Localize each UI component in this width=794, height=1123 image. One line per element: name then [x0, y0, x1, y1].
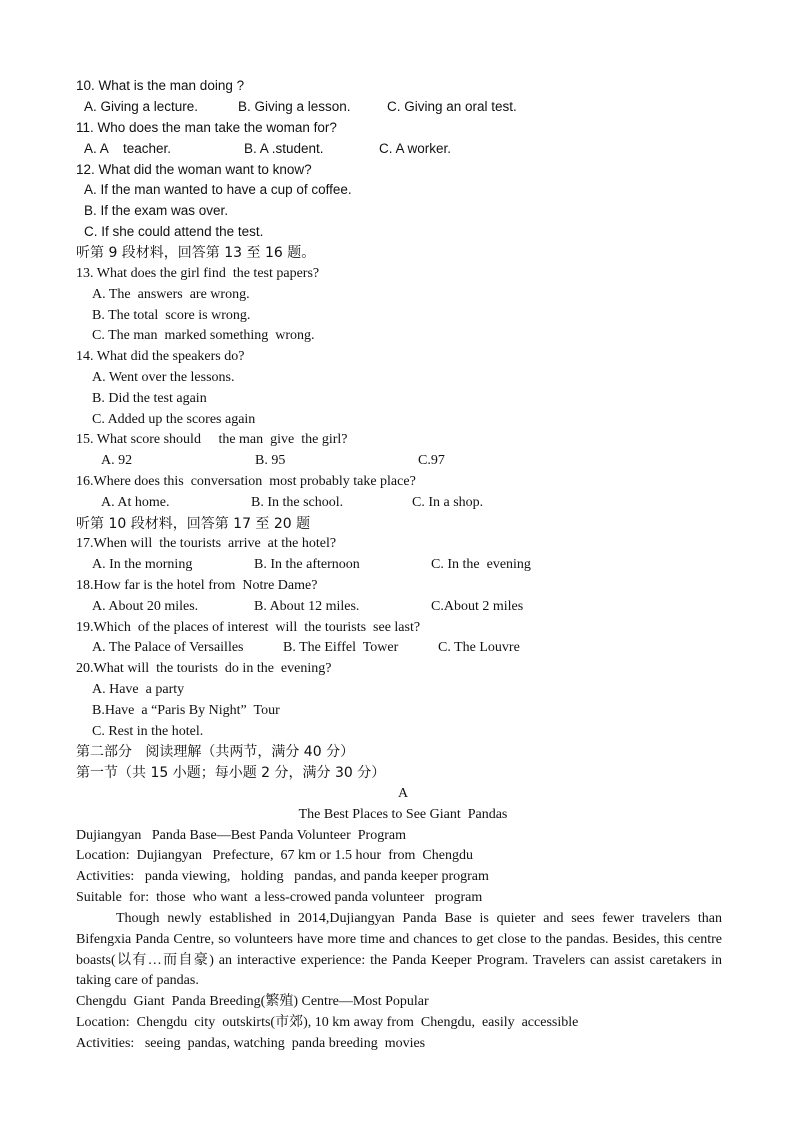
option-b: B. If the exam was over. — [84, 203, 229, 218]
question-20: 20.What will the tourists do in the evening? — [76, 661, 332, 676]
option-a: A. In the morning — [92, 557, 193, 572]
question-19: 19.Which of the places of interest will the tourists see last? — [76, 620, 421, 635]
option-c: C.About 2 miles — [431, 599, 524, 614]
option-a: A. The answers are wrong. — [92, 287, 250, 302]
option-c: C.97 — [418, 453, 445, 468]
option-a: A. Went over the lessons. — [92, 370, 235, 385]
option-b: B. In the school. — [251, 495, 344, 510]
option-b: B. A .student. — [244, 141, 324, 156]
option-b: B. About 12 miles. — [254, 599, 360, 614]
option-a: A. The Palace of Versailles — [92, 640, 244, 655]
options-11 — [0, 139, 794, 159]
option-a: A. If the man wanted to have a cup of coffee. — [84, 182, 352, 197]
base-2-heading: Chengdu Giant Panda Breeding(繁殖) Centre—Most Popular — [76, 994, 429, 1009]
question-10: 10. What is the man doing ? — [76, 78, 245, 93]
option-c: C. A worker. — [379, 141, 452, 156]
option-c: C. In a shop. — [412, 495, 484, 510]
option-c: C. Rest in the hotel. — [92, 724, 204, 739]
question-15: 15. What score should the man give the girl? — [76, 432, 348, 447]
option-c: C. The Louvre — [438, 640, 520, 655]
option-c: C. The man marked something wrong. — [92, 328, 315, 343]
question-17: 17.When will the tourists arrive at the hotel? — [76, 536, 337, 551]
options-17 — [0, 555, 794, 575]
base-1-location: Location: Dujiangyan Prefecture, 67 km or 1.5 hour from Chengdu — [76, 848, 473, 863]
base-2-location: Location: Chengdu city outskirts(市郊), 10 km away from Chengdu, easily accessible — [76, 1015, 579, 1030]
section-10-instruction: 听第 10 段材料，回答第 17 至 20 题 — [76, 516, 311, 532]
question-16: 16.Where does this conversation most probably take place? — [76, 474, 416, 489]
option-b: B. 95 — [255, 453, 286, 468]
option-a: A. Giving a lecture. — [84, 99, 199, 114]
base-1-paragraph: Though newly established in 2014,Dujiangyan Panda Base is quieter and sees fewer travelers than Bifengxia Panda Centre, so volunteers have more time and chances to get close to the pandas. Besides, this centre boasts(以有…而自豪) an interactive experience: the Panda Keeper Program. Travelers can assist caretakers in taking care of pandas. — [76, 911, 722, 989]
question-13: 13. What does the girl find the test papers? — [76, 266, 320, 281]
options-19 — [0, 638, 794, 658]
question-18: 18.How far is the hotel from Notre Dame? — [76, 578, 318, 593]
base-1-activities: Activities: panda viewing, holding pandas, and panda keeper program — [76, 869, 489, 884]
passage-letter: A — [397, 786, 409, 801]
base-1-heading: Dujiangyan Panda Base—Best Panda Volunteer Program — [76, 828, 406, 843]
base-1-suitable: Suitable for: those who want a less-crowed panda volunteer program — [76, 890, 483, 905]
option-b: B. Giving a lesson. — [238, 99, 351, 114]
section-1-title: 第一节（共 15 小题；每小题 2 分，满分 30 分） — [76, 765, 386, 781]
option-a: A. 92 — [101, 453, 133, 468]
options-15 — [0, 451, 794, 471]
option-a: A. At home. — [101, 495, 170, 510]
options-16 — [0, 493, 794, 513]
option-b: B. The Eiffel Tower — [283, 640, 399, 655]
option-b: B.Have a “Paris By Night” Tour — [92, 703, 280, 718]
option-a: A. A teacher. — [84, 141, 172, 156]
option-c: C. If she could attend the test. — [84, 224, 264, 239]
option-b: B. Did the test again — [92, 391, 207, 406]
option-a: A. Have a party — [92, 682, 185, 697]
option-c: C. Added up the scores again — [92, 412, 256, 427]
part-2-title: 第二部分 阅读理解（共两节，满分 40 分） — [76, 744, 355, 760]
options-10 — [0, 97, 794, 117]
question-11: 11. Who does the man take the woman for? — [76, 120, 337, 135]
base-2-activities: Activities: seeing pandas, watching panda breeding movies — [76, 1036, 426, 1051]
option-b: B. In the afternoon — [254, 557, 360, 572]
option-c: C. In the evening — [431, 557, 531, 572]
option-c: C. Giving an oral test. — [387, 99, 517, 114]
options-18 — [0, 597, 794, 617]
section-9-instruction: 听第 9 段材料，回答第 13 至 16 题。 — [76, 245, 316, 261]
option-a: A. About 20 miles. — [92, 599, 199, 614]
question-14: 14. What did the speakers do? — [76, 349, 245, 364]
option-b: B. The total score is wrong. — [92, 308, 251, 323]
passage-title: The Best Places to See Giant Pandas — [298, 807, 508, 822]
question-12: 12. What did the woman want to know? — [76, 162, 312, 177]
